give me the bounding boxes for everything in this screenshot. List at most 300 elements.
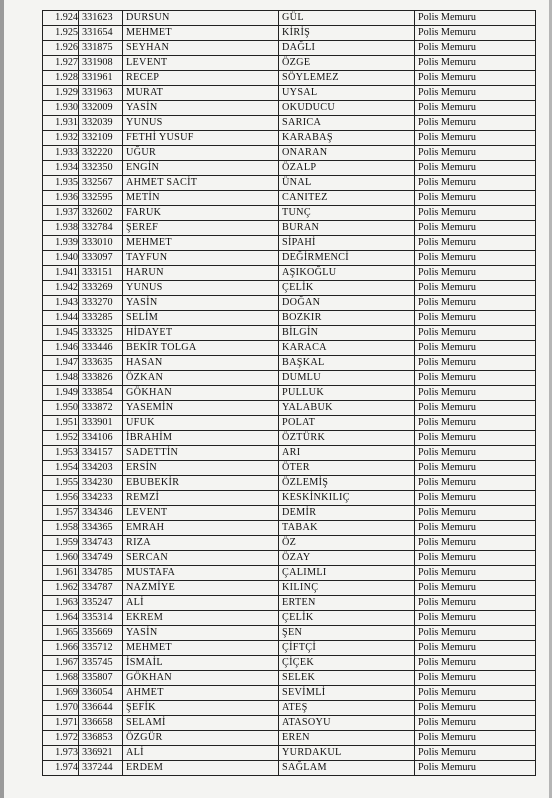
first-name-cell: ÖZGÜR: [123, 731, 279, 746]
registry-number-cell: 332567: [79, 176, 123, 191]
first-name-cell: SEYHAN: [123, 41, 279, 56]
row-number-cell: 1.925: [43, 26, 79, 41]
first-name-cell: AHMET SACİT: [123, 176, 279, 191]
row-number-cell: 1.930: [43, 101, 79, 116]
registry-number-cell: 334233: [79, 491, 123, 506]
rank-title-cell: Polis Memuru: [415, 611, 536, 626]
registry-number-cell: 334230: [79, 476, 123, 491]
registry-number-cell: 332784: [79, 221, 123, 236]
last-name-cell: ÜNAL: [279, 176, 415, 191]
row-number-cell: 1.944: [43, 311, 79, 326]
first-name-cell: İSMAİL: [123, 656, 279, 671]
table-row: [43, 26, 536, 41]
registry-number-cell: 336853: [79, 731, 123, 746]
last-name-cell: SİPAHİ: [279, 236, 415, 251]
table-row: [43, 656, 536, 671]
last-name-cell: DEĞİRMENCİ: [279, 251, 415, 266]
row-number-cell: 1.949: [43, 386, 79, 401]
row-number-cell: 1.947: [43, 356, 79, 371]
last-name-cell: AŞIKOĞLU: [279, 266, 415, 281]
registry-number-cell: 333285: [79, 311, 123, 326]
table-row: [43, 176, 536, 191]
first-name-cell: GÖKHAN: [123, 671, 279, 686]
row-number-cell: 1.936: [43, 191, 79, 206]
rank-title-cell: Polis Memuru: [415, 131, 536, 146]
registry-number-cell: 332039: [79, 116, 123, 131]
rank-title-cell: Polis Memuru: [415, 371, 536, 386]
row-number-cell: 1.972: [43, 731, 79, 746]
first-name-cell: ALİ: [123, 596, 279, 611]
last-name-cell: PULLUK: [279, 386, 415, 401]
last-name-cell: DEMİR: [279, 506, 415, 521]
first-name-cell: UFUK: [123, 416, 279, 431]
rank-title-cell: Polis Memuru: [415, 401, 536, 416]
row-number-cell: 1.934: [43, 161, 79, 176]
table-row: [43, 116, 536, 131]
rank-title-cell: Polis Memuru: [415, 41, 536, 56]
row-number-cell: 1.951: [43, 416, 79, 431]
last-name-cell: SÖYLEMEZ: [279, 71, 415, 86]
last-name-cell: KILINÇ: [279, 581, 415, 596]
registry-number-cell: 335745: [79, 656, 123, 671]
rank-title-cell: Polis Memuru: [415, 311, 536, 326]
table-row: [43, 611, 536, 626]
first-name-cell: MEHMET: [123, 236, 279, 251]
last-name-cell: SEVİMLİ: [279, 686, 415, 701]
rank-title-cell: Polis Memuru: [415, 56, 536, 71]
table-row: [43, 506, 536, 521]
registry-number-cell: 334203: [79, 461, 123, 476]
table-row: [43, 146, 536, 161]
table-row: [43, 296, 536, 311]
last-name-cell: BİLGİN: [279, 326, 415, 341]
table-row: [43, 701, 536, 716]
rank-title-cell: Polis Memuru: [415, 176, 536, 191]
table-row: [43, 476, 536, 491]
rank-title-cell: Polis Memuru: [415, 236, 536, 251]
rank-title-cell: Polis Memuru: [415, 476, 536, 491]
registry-number-cell: 331963: [79, 86, 123, 101]
registry-number-cell: 336658: [79, 716, 123, 731]
row-number-cell: 1.935: [43, 176, 79, 191]
registry-number-cell: 333901: [79, 416, 123, 431]
registry-number-cell: 334785: [79, 566, 123, 581]
table-row: [43, 41, 536, 56]
row-number-cell: 1.938: [43, 221, 79, 236]
registry-number-cell: 332595: [79, 191, 123, 206]
rank-title-cell: Polis Memuru: [415, 656, 536, 671]
rank-title-cell: Polis Memuru: [415, 386, 536, 401]
rank-title-cell: Polis Memuru: [415, 551, 536, 566]
rank-title-cell: Polis Memuru: [415, 116, 536, 131]
last-name-cell: ATASOYU: [279, 716, 415, 731]
table-row: [43, 521, 536, 536]
last-name-cell: ÖZALP: [279, 161, 415, 176]
rank-title-cell: Polis Memuru: [415, 461, 536, 476]
registry-number-cell: 331908: [79, 56, 123, 71]
first-name-cell: ÖZKAN: [123, 371, 279, 386]
row-number-cell: 1.974: [43, 761, 79, 776]
rank-title-cell: Polis Memuru: [415, 281, 536, 296]
last-name-cell: ÇİÇEK: [279, 656, 415, 671]
first-name-cell: HASAN: [123, 356, 279, 371]
row-number-cell: 1.956: [43, 491, 79, 506]
last-name-cell: DOĞAN: [279, 296, 415, 311]
last-name-cell: KİRİŞ: [279, 26, 415, 41]
row-number-cell: 1.927: [43, 56, 79, 71]
row-number-cell: 1.933: [43, 146, 79, 161]
rank-title-cell: Polis Memuru: [415, 641, 536, 656]
last-name-cell: SELEK: [279, 671, 415, 686]
first-name-cell: REMZİ: [123, 491, 279, 506]
table-row: [43, 596, 536, 611]
first-name-cell: LEVENT: [123, 506, 279, 521]
last-name-cell: ÇALIMLI: [279, 566, 415, 581]
row-number-cell: 1.942: [43, 281, 79, 296]
row-number-cell: 1.952: [43, 431, 79, 446]
registry-number-cell: 335314: [79, 611, 123, 626]
row-number-cell: 1.924: [43, 11, 79, 26]
row-number-cell: 1.932: [43, 131, 79, 146]
table-row: [43, 11, 536, 26]
table-row: [43, 386, 536, 401]
last-name-cell: BAŞKAL: [279, 356, 415, 371]
registry-number-cell: 333446: [79, 341, 123, 356]
first-name-cell: ŞEFİK: [123, 701, 279, 716]
first-name-cell: YASİN: [123, 101, 279, 116]
first-name-cell: EMRAH: [123, 521, 279, 536]
row-number-cell: 1.941: [43, 266, 79, 281]
table-row: [43, 191, 536, 206]
rank-title-cell: Polis Memuru: [415, 86, 536, 101]
first-name-cell: YASİN: [123, 296, 279, 311]
row-number-cell: 1.961: [43, 566, 79, 581]
registry-number-cell: 333270: [79, 296, 123, 311]
table-row: [43, 566, 536, 581]
table-row: [43, 686, 536, 701]
first-name-cell: EKREM: [123, 611, 279, 626]
registry-number-cell: 334787: [79, 581, 123, 596]
row-number-cell: 1.928: [43, 71, 79, 86]
table-row: [43, 101, 536, 116]
rank-title-cell: Polis Memuru: [415, 596, 536, 611]
first-name-cell: EBUBEKİR: [123, 476, 279, 491]
first-name-cell: ERSİN: [123, 461, 279, 476]
table-row: [43, 266, 536, 281]
last-name-cell: SARICA: [279, 116, 415, 131]
registry-number-cell: 337244: [79, 761, 123, 776]
first-name-cell: ENGİN: [123, 161, 279, 176]
first-name-cell: YASEMİN: [123, 401, 279, 416]
table-row: [43, 746, 536, 761]
first-name-cell: NAZMİYE: [123, 581, 279, 596]
table-row: [43, 131, 536, 146]
rank-title-cell: Polis Memuru: [415, 161, 536, 176]
rank-title-cell: Polis Memuru: [415, 566, 536, 581]
registry-number-cell: 333635: [79, 356, 123, 371]
rank-title-cell: Polis Memuru: [415, 716, 536, 731]
registry-number-cell: 332602: [79, 206, 123, 221]
table-row: [43, 86, 536, 101]
table-row: [43, 221, 536, 236]
registry-number-cell: 334157: [79, 446, 123, 461]
last-name-cell: ÖZ: [279, 536, 415, 551]
registry-number-cell: 333097: [79, 251, 123, 266]
personnel-list-body: [43, 11, 536, 776]
last-name-cell: DAĞLI: [279, 41, 415, 56]
registry-number-cell: 334365: [79, 521, 123, 536]
registry-number-cell: 333269: [79, 281, 123, 296]
row-number-cell: 1.967: [43, 656, 79, 671]
last-name-cell: TABAK: [279, 521, 415, 536]
first-name-cell: MUSTAFA: [123, 566, 279, 581]
first-name-cell: ALİ: [123, 746, 279, 761]
table-row: [43, 416, 536, 431]
row-number-cell: 1.971: [43, 716, 79, 731]
row-number-cell: 1.943: [43, 296, 79, 311]
last-name-cell: OKUDUCU: [279, 101, 415, 116]
last-name-cell: ARI: [279, 446, 415, 461]
table-row: [43, 671, 536, 686]
table-row: [43, 311, 536, 326]
rank-title-cell: Polis Memuru: [415, 746, 536, 761]
last-name-cell: ŞEN: [279, 626, 415, 641]
registry-number-cell: 334106: [79, 431, 123, 446]
last-name-cell: EREN: [279, 731, 415, 746]
rank-title-cell: Polis Memuru: [415, 11, 536, 26]
rank-title-cell: Polis Memuru: [415, 296, 536, 311]
first-name-cell: ŞEREF: [123, 221, 279, 236]
registry-number-cell: 336921: [79, 746, 123, 761]
rank-title-cell: Polis Memuru: [415, 701, 536, 716]
last-name-cell: ATEŞ: [279, 701, 415, 716]
registry-number-cell: 333151: [79, 266, 123, 281]
registry-number-cell: 333325: [79, 326, 123, 341]
row-number-cell: 1.954: [43, 461, 79, 476]
row-number-cell: 1.962: [43, 581, 79, 596]
rank-title-cell: Polis Memuru: [415, 431, 536, 446]
last-name-cell: ÖZLEMİŞ: [279, 476, 415, 491]
rank-title-cell: Polis Memuru: [415, 26, 536, 41]
last-name-cell: KARABAŞ: [279, 131, 415, 146]
rank-title-cell: Polis Memuru: [415, 536, 536, 551]
row-number-cell: 1.946: [43, 341, 79, 356]
first-name-cell: FARUK: [123, 206, 279, 221]
first-name-cell: YUNUS: [123, 281, 279, 296]
row-number-cell: 1.926: [43, 41, 79, 56]
table-row: [43, 761, 536, 776]
rank-title-cell: Polis Memuru: [415, 626, 536, 641]
table-row: [43, 536, 536, 551]
row-number-cell: 1.945: [43, 326, 79, 341]
table-row: [43, 446, 536, 461]
table-row: [43, 641, 536, 656]
last-name-cell: ÇİFTÇİ: [279, 641, 415, 656]
first-name-cell: HARUN: [123, 266, 279, 281]
table-row: [43, 401, 536, 416]
registry-number-cell: 332109: [79, 131, 123, 146]
table-row: [43, 461, 536, 476]
first-name-cell: İBRAHİM: [123, 431, 279, 446]
last-name-cell: ÇELİK: [279, 281, 415, 296]
last-name-cell: YURDAKUL: [279, 746, 415, 761]
last-name-cell: KESKİNKILIÇ: [279, 491, 415, 506]
first-name-cell: SERCAN: [123, 551, 279, 566]
table-row: [43, 731, 536, 746]
registry-number-cell: 333010: [79, 236, 123, 251]
first-name-cell: TAYFUN: [123, 251, 279, 266]
first-name-cell: BEKİR TOLGA: [123, 341, 279, 356]
first-name-cell: UĞUR: [123, 146, 279, 161]
last-name-cell: GÜL: [279, 11, 415, 26]
first-name-cell: GÖKHAN: [123, 386, 279, 401]
rank-title-cell: Polis Memuru: [415, 251, 536, 266]
registry-number-cell: 331961: [79, 71, 123, 86]
row-number-cell: 1.948: [43, 371, 79, 386]
first-name-cell: RIZA: [123, 536, 279, 551]
row-number-cell: 1.929: [43, 86, 79, 101]
rank-title-cell: Polis Memuru: [415, 731, 536, 746]
first-name-cell: METİN: [123, 191, 279, 206]
rank-title-cell: Polis Memuru: [415, 71, 536, 86]
rank-title-cell: Polis Memuru: [415, 356, 536, 371]
last-name-cell: POLAT: [279, 416, 415, 431]
table-row: [43, 371, 536, 386]
row-number-cell: 1.931: [43, 116, 79, 131]
first-name-cell: YASİN: [123, 626, 279, 641]
table-row: [43, 71, 536, 86]
registry-number-cell: 334743: [79, 536, 123, 551]
table-row: [43, 326, 536, 341]
first-name-cell: MEHMET: [123, 26, 279, 41]
row-number-cell: 1.963: [43, 596, 79, 611]
registry-number-cell: 332220: [79, 146, 123, 161]
table-row: [43, 716, 536, 731]
row-number-cell: 1.968: [43, 671, 79, 686]
row-number-cell: 1.955: [43, 476, 79, 491]
table-row: [43, 206, 536, 221]
rank-title-cell: Polis Memuru: [415, 671, 536, 686]
registry-number-cell: 331623: [79, 11, 123, 26]
registry-number-cell: 334346: [79, 506, 123, 521]
page-left-edge: [0, 0, 4, 798]
registry-number-cell: 333872: [79, 401, 123, 416]
row-number-cell: 1.958: [43, 521, 79, 536]
first-name-cell: SADETTİN: [123, 446, 279, 461]
first-name-cell: HİDAYET: [123, 326, 279, 341]
rank-title-cell: Polis Memuru: [415, 416, 536, 431]
row-number-cell: 1.973: [43, 746, 79, 761]
row-number-cell: 1.959: [43, 536, 79, 551]
rank-title-cell: Polis Memuru: [415, 101, 536, 116]
registry-number-cell: 332009: [79, 101, 123, 116]
last-name-cell: YALABUK: [279, 401, 415, 416]
table-row: [43, 356, 536, 371]
registry-number-cell: 331875: [79, 41, 123, 56]
first-name-cell: ERDEM: [123, 761, 279, 776]
row-number-cell: 1.966: [43, 641, 79, 656]
first-name-cell: AHMET: [123, 686, 279, 701]
last-name-cell: UYSAL: [279, 86, 415, 101]
rank-title-cell: Polis Memuru: [415, 581, 536, 596]
first-name-cell: DURSUN: [123, 11, 279, 26]
last-name-cell: CANITEZ: [279, 191, 415, 206]
table-row: [43, 581, 536, 596]
rank-title-cell: Polis Memuru: [415, 206, 536, 221]
rank-title-cell: Polis Memuru: [415, 491, 536, 506]
first-name-cell: MURAT: [123, 86, 279, 101]
rank-title-cell: Polis Memuru: [415, 686, 536, 701]
registry-number-cell: 335669: [79, 626, 123, 641]
registry-number-cell: 335247: [79, 596, 123, 611]
first-name-cell: YUNUS: [123, 116, 279, 131]
registry-number-cell: 333826: [79, 371, 123, 386]
row-number-cell: 1.953: [43, 446, 79, 461]
table-row: [43, 236, 536, 251]
first-name-cell: SELAMİ: [123, 716, 279, 731]
row-number-cell: 1.969: [43, 686, 79, 701]
row-number-cell: 1.965: [43, 626, 79, 641]
table-row: [43, 161, 536, 176]
rank-title-cell: Polis Memuru: [415, 191, 536, 206]
registry-number-cell: 336054: [79, 686, 123, 701]
last-name-cell: ÖTER: [279, 461, 415, 476]
first-name-cell: RECEP: [123, 71, 279, 86]
registry-number-cell: 335712: [79, 641, 123, 656]
table-row: [43, 281, 536, 296]
row-number-cell: 1.937: [43, 206, 79, 221]
first-name-cell: FETHİ YUSUF: [123, 131, 279, 146]
table-row: [43, 251, 536, 266]
last-name-cell: ÖZAY: [279, 551, 415, 566]
registry-number-cell: 336644: [79, 701, 123, 716]
last-name-cell: ÖZTÜRK: [279, 431, 415, 446]
registry-number-cell: 333854: [79, 386, 123, 401]
row-number-cell: 1.940: [43, 251, 79, 266]
first-name-cell: MEHMET: [123, 641, 279, 656]
rank-title-cell: Polis Memuru: [415, 341, 536, 356]
rank-title-cell: Polis Memuru: [415, 521, 536, 536]
first-name-cell: LEVENT: [123, 56, 279, 71]
rank-title-cell: Polis Memuru: [415, 446, 536, 461]
last-name-cell: DUMLU: [279, 371, 415, 386]
last-name-cell: BOZKIR: [279, 311, 415, 326]
row-number-cell: 1.939: [43, 236, 79, 251]
rank-title-cell: Polis Memuru: [415, 506, 536, 521]
table-row: [43, 551, 536, 566]
rank-title-cell: Polis Memuru: [415, 221, 536, 236]
rank-title-cell: Polis Memuru: [415, 326, 536, 341]
last-name-cell: ÇELİK: [279, 611, 415, 626]
rank-title-cell: Polis Memuru: [415, 146, 536, 161]
registry-number-cell: 334749: [79, 551, 123, 566]
rank-title-cell: Polis Memuru: [415, 266, 536, 281]
registry-number-cell: 331654: [79, 26, 123, 41]
last-name-cell: SAĞLAM: [279, 761, 415, 776]
last-name-cell: BURAN: [279, 221, 415, 236]
rank-title-cell: Polis Memuru: [415, 761, 536, 776]
row-number-cell: 1.960: [43, 551, 79, 566]
last-name-cell: TUNÇ: [279, 206, 415, 221]
row-number-cell: 1.950: [43, 401, 79, 416]
personnel-list-table: [42, 10, 536, 776]
row-number-cell: 1.964: [43, 611, 79, 626]
table-row: [43, 341, 536, 356]
registry-number-cell: 332350: [79, 161, 123, 176]
table-row: [43, 626, 536, 641]
last-name-cell: KARACA: [279, 341, 415, 356]
last-name-cell: ÖZGE: [279, 56, 415, 71]
